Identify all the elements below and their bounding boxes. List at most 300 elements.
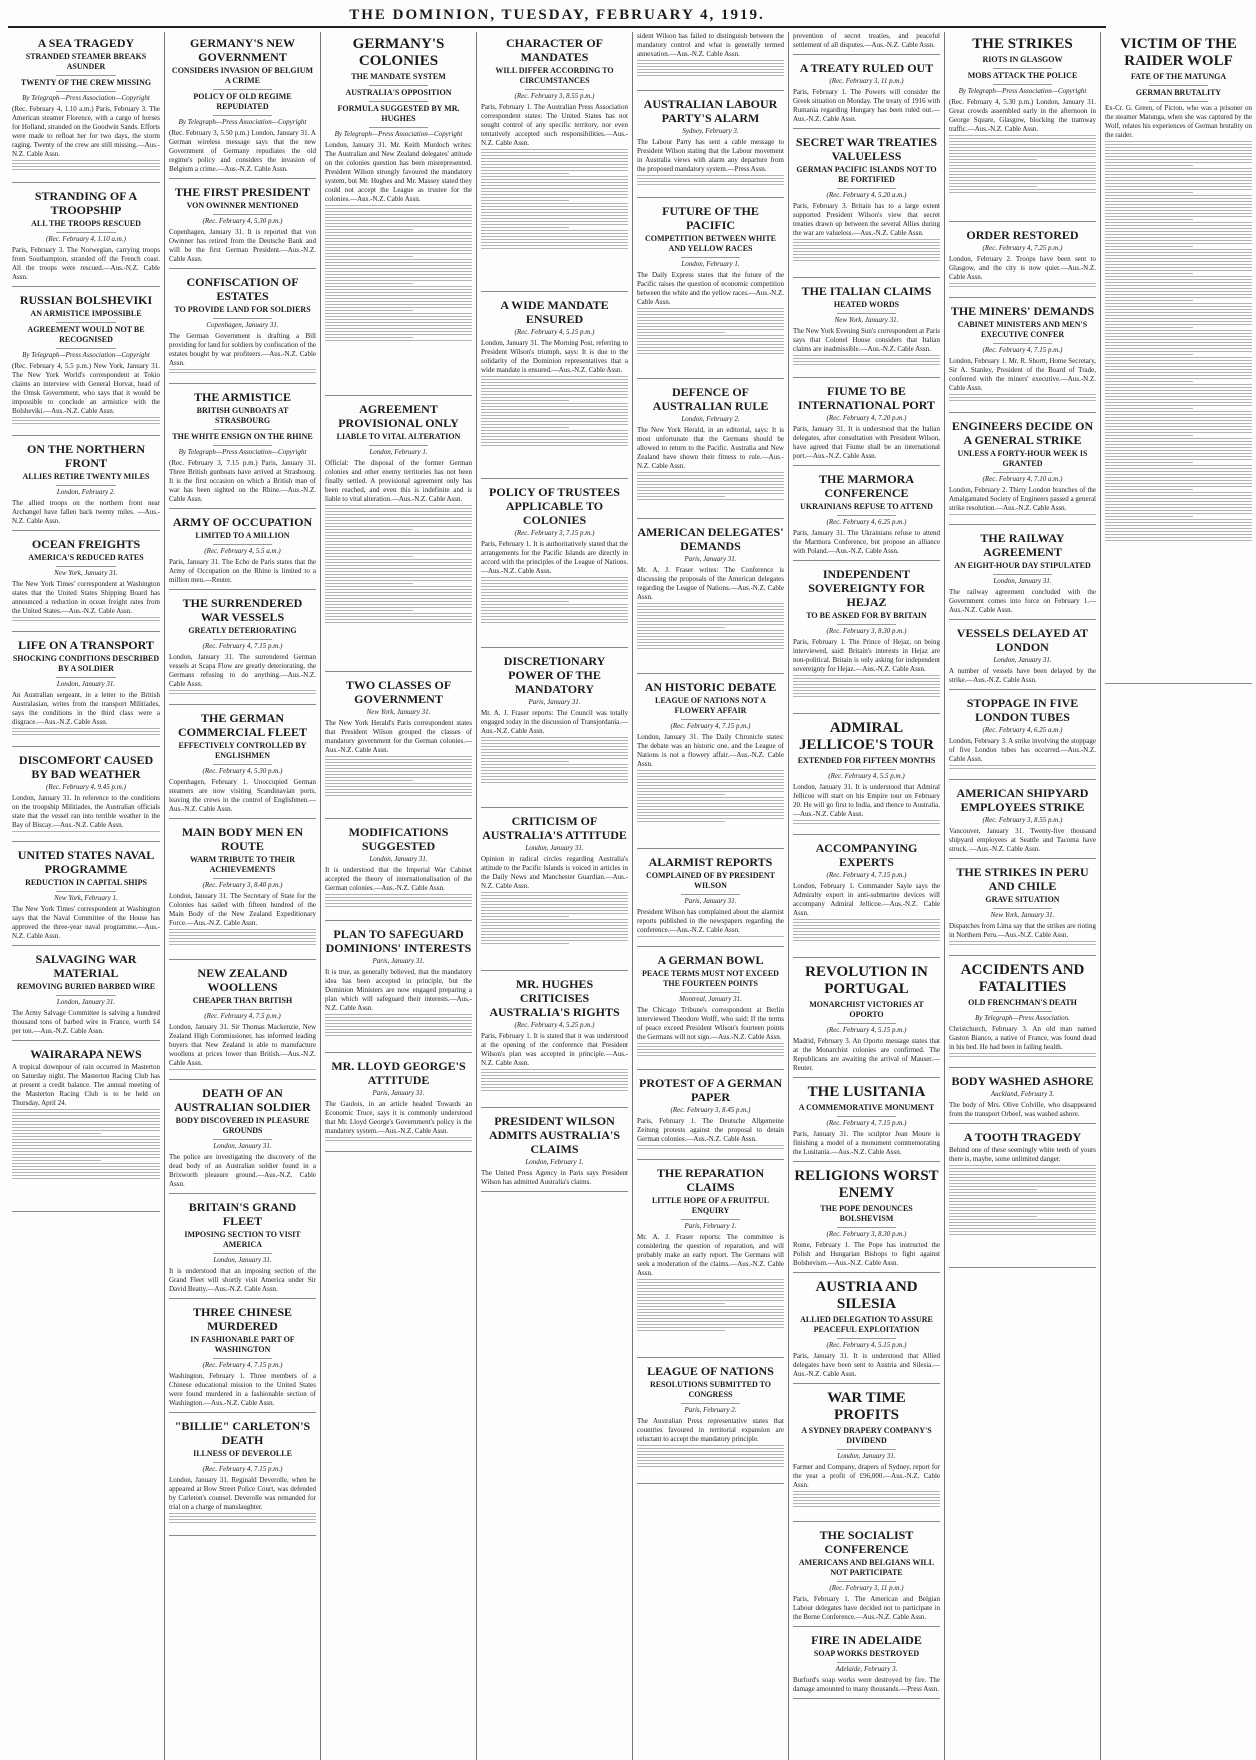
text-line	[12, 1133, 101, 1134]
article-subheading: WILL DIFFER ACCORDING TO CIRCUMSTANCES	[481, 66, 628, 90]
text-line	[793, 239, 940, 240]
text-line	[481, 913, 628, 914]
text-line	[325, 903, 472, 904]
article-dateline: (Rec. February 4, 1.10 a.m.)	[46, 235, 126, 243]
text-line	[1105, 513, 1252, 514]
text-line	[325, 232, 472, 233]
text-line	[481, 580, 628, 581]
text-line	[949, 1195, 1096, 1196]
text-line	[637, 606, 784, 607]
text-line	[325, 295, 472, 296]
article	[793, 1084, 940, 1162]
text-line	[637, 770, 784, 771]
text-line	[1105, 174, 1252, 175]
article-body: Paris, February 1. It is authoritatively stated that the arrangements for the Pacific Islands are directly in accord with the principles of the League of Nations.—Aus.-N.Z. Cable Assn.	[481, 540, 628, 575]
article-dateline: Auckland, February 3.	[990, 1090, 1055, 1098]
article-subheading: AMERICA'S REDUCED RATES	[12, 553, 160, 567]
article-text-lines	[637, 603, 784, 667]
article-headline: THE FIRST PRESIDENT	[174, 185, 311, 199]
text-line	[325, 211, 472, 212]
text-line	[949, 1201, 1096, 1202]
text-line	[1105, 261, 1252, 262]
article	[793, 720, 940, 835]
text-line	[1105, 207, 1252, 208]
text-line	[1105, 531, 1252, 532]
text-line	[481, 1087, 628, 1088]
text-line	[1105, 369, 1252, 370]
article-subheading: OLD FRENCHMAN'S DEATH	[949, 998, 1096, 1012]
text-line	[325, 310, 413, 311]
text-line	[637, 645, 784, 646]
article-dateline: New York, January 31.	[990, 911, 1055, 919]
text-line	[325, 1020, 472, 1021]
article-subheading: REDUCTION IN CAPITAL SHIPS	[12, 878, 160, 892]
text-line	[1105, 444, 1252, 445]
article-subheading: POLICY OF OLD REGIME REPUDIATED	[169, 92, 316, 116]
article	[949, 865, 1096, 956]
article-subheading: VON OWINNER MENTIONED	[169, 201, 316, 215]
text-line	[1105, 465, 1252, 466]
text-line	[169, 690, 316, 691]
text-line	[1105, 435, 1193, 436]
text-line	[949, 144, 1096, 145]
text-line	[325, 1014, 472, 1015]
article-text-lines	[169, 1069, 316, 1073]
text-line	[481, 376, 628, 377]
article-dateline: (Rec. February 3, 7.15 p.m.)	[514, 529, 595, 537]
article-text-lines	[12, 831, 160, 835]
text-line	[949, 147, 1096, 148]
text-line	[1105, 177, 1252, 178]
article-subheading: TO PROVIDE LAND FOR SOLDIERS	[169, 305, 316, 319]
article-headline: ACCIDENTS AND FATALITIES	[960, 962, 1085, 995]
text-line	[169, 1069, 316, 1070]
text-line	[949, 1186, 1096, 1187]
text-line	[481, 1069, 628, 1070]
text-line	[637, 785, 784, 786]
article-dateline: (Rec. February 4, 5.20 a.m.)	[826, 191, 907, 199]
article	[793, 1528, 940, 1627]
article-body: Paris, January 31. The Echo de Paris states that the Army of Occupation on the Rhine is limited to a million men.—Reuter.	[169, 558, 316, 584]
article	[12, 952, 160, 1041]
text-line	[637, 311, 784, 312]
text-line	[793, 681, 940, 682]
text-line	[1105, 381, 1193, 382]
text-line	[325, 595, 472, 596]
article-text-lines	[325, 756, 472, 812]
article	[12, 537, 160, 632]
article-dateline: London, February 1.	[525, 1158, 584, 1166]
text-line	[325, 559, 472, 560]
article-subheading: ILLNESS OF DEVEROLLE	[169, 1449, 316, 1463]
article	[169, 711, 316, 819]
text-line	[1105, 477, 1252, 478]
text-line	[637, 499, 784, 500]
article-subheading: IMPOSING SECTION TO VISIT AMERICA	[169, 1230, 316, 1254]
article-subheading: AN EIGHT-HOUR DAY STIPULATED	[949, 561, 1096, 575]
article-text-lines	[325, 205, 472, 389]
article	[169, 825, 316, 960]
text-line	[12, 1115, 160, 1116]
text-line	[1105, 339, 1252, 340]
text-line	[481, 1075, 628, 1076]
text-line	[637, 326, 784, 327]
article-body: It is understood that an imposing section of the Grand Fleet will shortly visit America under Sir David Beatty.—Aus.-N.Z. Cable Assn.	[169, 1267, 316, 1293]
article-dateline: By Telegraph—Press Association—Copyright	[958, 87, 1087, 95]
text-line	[637, 636, 784, 637]
article-dateline: London, January 31.	[56, 680, 116, 688]
article-dateline: (Rec. February 4, 5.30 p.m.)	[202, 217, 283, 225]
article-body: The Australian Press representative states that countries favoured in territorial expansion are reluctant to accept the mandatory principle.	[637, 1417, 784, 1443]
article-dateline: London, January 31.	[369, 855, 428, 863]
text-line	[325, 280, 472, 281]
text-line	[1105, 291, 1252, 292]
article-body: prevention of secret treaties, and peaceful settlement of all disputes.—Aus.-N.Z. Cable Assn.	[793, 32, 940, 49]
article-dateline: London, February 2.	[56, 488, 116, 496]
text-line	[793, 251, 940, 252]
text-line	[481, 424, 628, 425]
article-text-lines	[949, 1165, 1096, 1261]
text-line	[1105, 459, 1252, 460]
article-body: (Rec. February 4, 5.5 p.m.) New York, January 31. The New York World's correspondent at Tokio claims an interview with General Horvat, head of the Omsk Government, who says that it would be impossible to conclude an armistice with the Bolsheviki.—Aus.-N.Z. Cable Assn.	[12, 362, 160, 415]
article-text-lines	[481, 737, 628, 801]
text-line	[325, 286, 472, 287]
article	[637, 1076, 784, 1160]
text-line	[481, 595, 628, 596]
article-headline: AN HISTORIC DEBATE	[644, 680, 777, 694]
text-line	[1105, 438, 1252, 439]
article-text-lines	[169, 690, 316, 698]
text-line	[481, 740, 628, 741]
text-line	[637, 1300, 784, 1301]
text-line	[481, 382, 628, 383]
text-line	[481, 937, 628, 938]
text-line	[637, 1318, 784, 1319]
article-dateline: (Rec. February 4, 7.15 p.m.)	[202, 642, 283, 650]
article-dateline: Sydney, February 3.	[682, 127, 739, 135]
text-line	[481, 215, 628, 216]
text-line	[949, 1165, 1096, 1166]
text-line	[325, 229, 413, 230]
text-line	[481, 607, 628, 608]
article	[481, 654, 628, 808]
text-line	[481, 737, 628, 738]
text-line	[481, 433, 628, 434]
text-line	[1105, 255, 1252, 256]
text-line	[325, 532, 472, 533]
text-line	[949, 1234, 1096, 1235]
article-headline: THE MINERS' DEMANDS	[950, 304, 1095, 318]
text-line	[1105, 297, 1252, 298]
text-line	[793, 675, 940, 676]
article	[481, 36, 628, 292]
text-line	[325, 622, 472, 623]
text-line	[325, 900, 472, 901]
text-line	[325, 514, 472, 515]
text-line	[481, 610, 628, 611]
text-line	[481, 583, 628, 584]
text-line	[325, 517, 472, 518]
text-line	[325, 250, 472, 251]
article-dateline: London, January 31.	[525, 844, 584, 852]
article-dateline: Paris, February 1.	[684, 1222, 737, 1230]
text-line	[169, 935, 316, 936]
text-line	[949, 1177, 1096, 1178]
article-dateline: (Rec. February 4, 7.20 p.m.)	[826, 414, 907, 422]
text-line	[325, 601, 472, 602]
text-line	[169, 369, 316, 370]
text-line	[325, 304, 472, 305]
text-line	[793, 355, 940, 356]
text-line	[637, 1306, 784, 1307]
text-line	[637, 350, 784, 351]
text-line	[637, 1312, 784, 1313]
text-line	[637, 496, 725, 497]
article-dateline: Paris, January 31.	[528, 698, 581, 706]
article-body: Madrid, February 3. An Oporto message states that at the Monarchist colonies are confirmed. The Republicans are awaiting the arrival of Mauser.—Reuter.	[793, 1037, 940, 1072]
article	[169, 515, 316, 590]
text-line	[637, 335, 784, 336]
text-line	[325, 256, 413, 257]
text-line	[637, 627, 725, 628]
article-dateline: (Rec. February 4, 5.15 p.m.)	[826, 1026, 907, 1034]
text-line	[1105, 222, 1252, 223]
text-line	[793, 696, 940, 697]
article	[169, 966, 316, 1080]
article-dateline: Adelaide, February 3.	[835, 1665, 898, 1673]
text-line	[325, 325, 472, 326]
text-line	[1105, 153, 1252, 154]
article-subheading: SOAP WORKS DESTROYED	[793, 1649, 940, 1663]
text-line	[12, 734, 160, 735]
article	[12, 293, 160, 436]
text-line	[481, 227, 569, 228]
article-body: (Rec. February 4, 1.10 a.m.) Paris, February 3. The American steamer Florence, with a cargo of horses for Holland, stranded on the Goodwin Sands. Efforts were made to refloat her for two days, the storm raging. Twenty of the crew are still missing.—Aus.-N.Z. Cable Assn.	[12, 105, 160, 158]
text-line	[1105, 504, 1252, 505]
text-line	[949, 180, 1096, 181]
text-line	[1105, 258, 1252, 259]
text-line	[325, 771, 472, 772]
article-body: Paris, February 1. The American and Belgian Labour delegates have decided not to participate in the Berne Conference.—Aus.-N.Z. Cable Assn.	[793, 1595, 940, 1621]
article	[325, 927, 472, 1053]
text-line	[481, 236, 628, 237]
article-subheading: MOBS ATTACK THE POLICE	[949, 71, 1096, 85]
text-line	[637, 338, 784, 339]
text-line	[637, 791, 784, 792]
text-line	[793, 1497, 940, 1498]
text-line	[481, 245, 628, 246]
text-line	[325, 906, 472, 907]
text-line	[949, 141, 1096, 142]
text-line	[637, 1303, 725, 1304]
text-line	[1105, 411, 1252, 412]
text-line	[1105, 210, 1252, 211]
article-dateline: (Rec. February 3, 8.55 p.m.)	[982, 816, 1063, 824]
text-line	[949, 286, 1096, 287]
article-headline: ACCOMPANYING EXPERTS	[815, 841, 918, 869]
article	[793, 567, 940, 714]
text-line	[481, 589, 628, 590]
article-headline: INDEPENDENT SOVEREIGNTY FOR HEJAZ	[808, 567, 925, 609]
article-subheading: IN FASHIONABLE PART OF WASHINGTON	[169, 1335, 316, 1359]
article-headline: DEATH OF AN AUSTRALIAN SOLDIER	[174, 1086, 311, 1114]
text-line	[1105, 525, 1252, 526]
text-line	[481, 179, 628, 180]
text-line	[481, 616, 628, 617]
article-body: Behind one of these seemingly white teeth of yours there is, maybe, some unlimited danger.	[949, 1146, 1096, 1163]
article-body: Paris, February 3. The Norwegian, carrying troops from Southampton, stranded off the French coast. All the troops were rescued.—Aus.-N.Z. Cable Assn.	[12, 246, 160, 281]
text-line	[325, 268, 472, 269]
article-headline: SALVAGING WAR MATERIAL	[35, 952, 137, 980]
text-line	[481, 916, 569, 917]
text-line	[793, 1494, 940, 1495]
article	[325, 825, 472, 921]
text-line	[12, 1151, 160, 1152]
text-line	[637, 788, 784, 789]
text-line	[481, 194, 628, 195]
text-line	[1105, 510, 1252, 511]
text-line	[12, 166, 160, 167]
text-line	[637, 478, 784, 479]
article-dateline: By Telegraph—Press Association—Copyright	[22, 351, 150, 359]
article-headline: ORDER RESTORED	[966, 228, 1079, 242]
article	[12, 189, 160, 287]
article-subheading: FORMULA SUGGESTED BY MR. HUGHES	[325, 104, 472, 128]
text-line	[12, 1118, 160, 1119]
columns-container	[8, 32, 1252, 1760]
text-line	[1105, 537, 1252, 538]
article-dateline: Paris, January 31.	[372, 957, 425, 965]
text-line	[325, 759, 472, 760]
article-subheading: SHOCKING CONDITIONS DESCRIBED BY A SOLDIER	[12, 654, 160, 678]
text-line	[325, 1032, 472, 1033]
article-subheading: ALLIED DELEGATION TO ASSURE PEACEFUL EXPLOITATION	[793, 1315, 940, 1339]
text-line	[12, 160, 160, 161]
article-headline: A TOOTH TRAGEDY	[963, 1130, 1082, 1144]
text-line	[793, 937, 940, 938]
article-dateline: (Rec. February 3, 11 p.m.)	[829, 77, 904, 85]
text-line	[12, 1145, 160, 1146]
article	[481, 298, 628, 479]
text-line	[949, 159, 1037, 160]
article-dateline: Paris, January 31.	[684, 555, 737, 563]
text-line	[325, 259, 472, 260]
text-line	[1105, 495, 1252, 496]
text-line	[325, 1026, 472, 1027]
article-text-lines	[12, 617, 160, 625]
article-text-lines	[793, 239, 940, 271]
text-line	[12, 163, 160, 164]
article-body: (Rec. February 3, 5.50 p.m.) London, January 31. A German wireless message says that the new Government of Germany repudiates the old regime's policy and considers the invasion of Belgium a crime.—Aus.-N.Z. Cable Assn.	[169, 129, 316, 173]
article-subheading: HEATED WORDS	[793, 300, 940, 314]
text-line	[793, 931, 940, 932]
article	[949, 786, 1096, 859]
text-line	[1105, 423, 1252, 424]
article-headline: THE STRIKES IN PERU AND CHILE	[956, 865, 1089, 893]
article-headline: MR. LLOYD GEORGE'S ATTITUDE	[331, 1059, 466, 1087]
article-subheading: A COMMEMORATIVE MONUMENT	[793, 1103, 940, 1117]
text-line	[637, 803, 784, 804]
text-line	[1105, 168, 1252, 169]
text-line	[637, 806, 784, 807]
text-line	[949, 138, 1096, 139]
text-line	[793, 245, 940, 246]
article	[637, 204, 784, 379]
article-body: The Daily Express states that the future of the Pacific raises the question of economic competition between the white and the yellow races.—Aus.-N.Z. Cable Assn.	[637, 271, 784, 306]
text-line	[325, 271, 472, 272]
text-line	[1105, 534, 1252, 535]
article-subheading: GRAVE SITUATION	[949, 895, 1096, 909]
article-headline: WAIRARAPA NEWS	[30, 1047, 142, 1061]
text-line	[637, 475, 784, 476]
text-line	[325, 328, 472, 329]
text-line	[481, 185, 628, 186]
text-line	[949, 165, 1096, 166]
text-line	[12, 1172, 160, 1173]
text-line	[949, 1056, 1096, 1057]
article-headline: A SEA TRAGEDY	[37, 36, 135, 50]
article-body: Paris, January 31. It is understood that the Italian delegates, after consultation with President Wilson, have agreed that Fiume shall be an international port.—Aus.-N.Z. Cable Assn.	[793, 425, 940, 460]
text-line	[481, 604, 628, 605]
text-line	[637, 69, 784, 70]
text-line	[637, 1043, 784, 1044]
article-subheading: AUSTRALIA'S OPPOSITION	[325, 88, 472, 102]
article-dateline: Paris, February 2.	[684, 1406, 737, 1414]
text-line	[949, 768, 1096, 769]
article-subheading: AMERICANS AND BELGIANS WILL NOT PARTICIPATE	[793, 1558, 940, 1582]
text-line	[793, 257, 940, 258]
text-line	[949, 944, 1096, 945]
text-line	[793, 925, 940, 926]
text-line	[1105, 201, 1252, 202]
article-text-lines	[481, 149, 628, 285]
text-line	[1105, 189, 1252, 190]
text-line	[637, 1330, 725, 1331]
text-line	[481, 922, 628, 923]
article	[637, 680, 784, 849]
text-line	[481, 406, 628, 407]
text-line	[325, 616, 472, 617]
article-subheading: TWENTY OF THE CREW MISSING	[12, 78, 160, 92]
article-headline: BODY WASHED ASHORE	[951, 1074, 1094, 1088]
article-text-lines	[1105, 141, 1252, 677]
text-line	[637, 353, 784, 354]
text-line	[1105, 492, 1252, 493]
text-line	[481, 931, 628, 932]
text-line	[949, 1228, 1096, 1229]
text-line	[1105, 336, 1252, 337]
article-body: (Rec. February 3, 7.15 p.m.) Paris, January 31. Three British gunboats have arrived at Strasbourg. It is the first occasion on which a British man of war has been sighted on the Rhine.—Aus.-N.Z. Cable Assn.	[169, 459, 316, 503]
text-line	[481, 164, 628, 165]
text-line	[169, 932, 316, 933]
text-line	[637, 1463, 784, 1464]
text-line	[637, 1466, 784, 1467]
text-line	[1105, 348, 1252, 349]
text-line	[1105, 498, 1252, 499]
article-text-lines	[637, 936, 784, 940]
text-line	[1105, 432, 1252, 433]
text-line	[325, 580, 472, 581]
text-line	[793, 364, 940, 365]
text-line	[481, 776, 628, 777]
column-8	[1100, 32, 1256, 1760]
text-line	[12, 1166, 160, 1167]
text-line	[637, 1282, 784, 1283]
text-line	[12, 1139, 160, 1140]
text-line	[949, 189, 1096, 190]
article-body: Official: The disposal of the former German colonies and other enemy territories has not been finally settled. A provisional agreement only has been reached, and even this is indefinite and is liable to vital alteration.—Aus.-N.Z. Cable Assn.	[325, 459, 472, 503]
article	[949, 962, 1096, 1068]
